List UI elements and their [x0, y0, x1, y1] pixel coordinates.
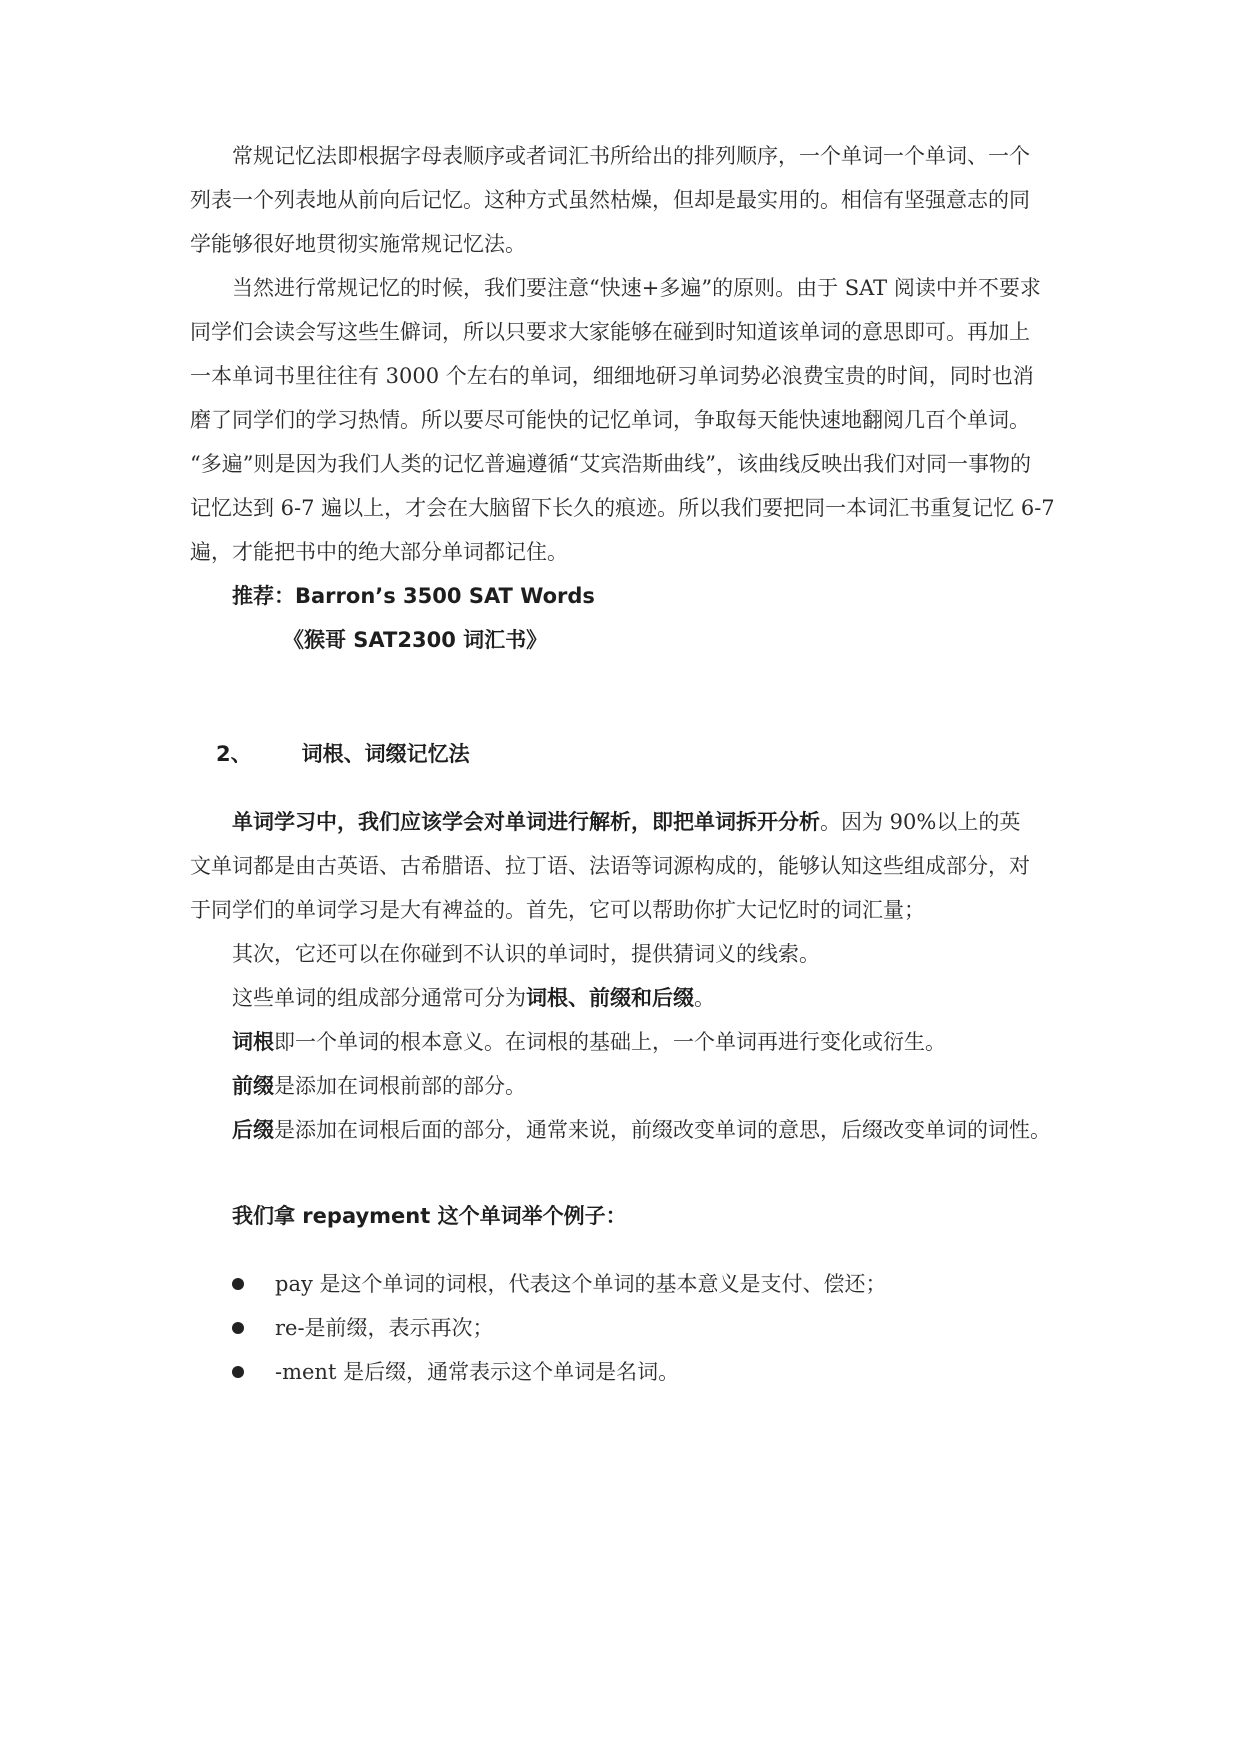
recommend-label: 推荐： [232, 584, 295, 608]
paragraph-line: 常规记忆法即根据字母表顺序或者词汇书所给出的排列顺序，一个单词一个单词、一个 [232, 144, 1030, 168]
list-item: pay 是这个单词的词根，代表这个单词的基本意义是支付、偿还； [275, 1272, 887, 1296]
parts-suffix: 。 [694, 986, 715, 1010]
list-item: -ment 是后缀，通常表示这个单词是名词。 [275, 1360, 680, 1384]
term-suffix: 后缀 [232, 1118, 274, 1142]
paragraph-line: 磨了同学们的学习热情。所以要尽可能快的记忆单词，争取每天能快速地翻阅几百个单词。 [190, 408, 1030, 432]
recommendation-line [232, 582, 595, 610]
paragraph-line [232, 808, 1020, 836]
paragraph-line: 学能够很好地贯彻实施常规记忆法。 [190, 232, 526, 256]
section-number: 2、 [216, 742, 252, 766]
paragraph-line: 遍，才能把书中的绝大部分单词都记住。 [190, 540, 568, 564]
prefix-definition: 是添加在词根前部的部分。 [274, 1074, 526, 1098]
definition-root [232, 1028, 946, 1056]
root-definition: 即一个单词的根本意义。在词根的基础上，一个单词再进行变化或衍生。 [274, 1030, 946, 1054]
parts-prefix: 这些单词的组成部分通常可分为 [232, 986, 526, 1010]
bold-intro: 单词学习中，我们应该学会对单词进行解析，即把单词拆开分析 [232, 810, 820, 834]
section-title: 词根、词缀记忆法 [301, 742, 470, 766]
list-item: re-是前缀，表示再次； [275, 1316, 494, 1340]
term-prefix: 前缀 [232, 1074, 274, 1098]
definition-prefix [232, 1072, 526, 1100]
bullet-dot-icon [232, 1322, 244, 1334]
paragraph-line: 当然进行常规记忆的时候，我们要注意“快速+多遍”的原则。由于 SAT 阅读中并不要求 [232, 276, 1041, 300]
recommended-book: Barron’s 3500 SAT Words [295, 584, 595, 608]
paragraph-line: “多遍”则是因为我们人类的记忆普遍遵循“艾宾浩斯曲线”，该曲线反映出我们对同一事物的 [190, 452, 1031, 476]
example-intro: 我们拿 repayment 这个单词举个例子： [232, 1204, 627, 1228]
parts-bold: 词根、前缀和后缀 [526, 986, 694, 1010]
term-root: 词根 [232, 1030, 274, 1054]
paragraph-line: 于同学们的单词学习是大有裨益的。首先，它可以帮助你扩大记忆时的词汇量； [190, 898, 925, 922]
section-heading [216, 740, 470, 768]
paragraph-line: 一本单词书里往往有 3000 个左右的单词，细细地研习单词势必浪费宝贵的时间，同时也消 [190, 364, 1034, 388]
paragraph-line: 同学们会读会写这些生僻词，所以只要求大家能够在碰到时知道该单词的意思即可。再加上 [190, 320, 1030, 344]
definition-suffix [232, 1116, 1051, 1144]
intro-rest: 。因为 90%以上的英 [820, 810, 1021, 834]
paragraph-line [232, 984, 715, 1012]
bullet-dot-icon [232, 1278, 244, 1290]
recommended-book: 《猴哥 SAT2300 词汇书》 [283, 628, 548, 652]
paragraph-line: 列表一个列表地从前向后记忆。这种方式虽然枯燥，但却是最实用的。相信有坚强意志的同 [190, 188, 1030, 212]
suffix-definition: 是添加在词根后面的部分，通常来说，前缀改变单词的意思，后缀改变单词的词性。 [274, 1118, 1051, 1142]
paragraph-line: 文单词都是由古英语、古希腊语、拉丁语、法语等词源构成的，能够认知这些组成部分，对 [190, 854, 1030, 878]
bullet-dot-icon [232, 1366, 244, 1378]
paragraph-line: 记忆达到 6-7 遍以上，才会在大脑留下长久的痕迹。所以我们要把同一本词汇书重复记忆 6-7 [190, 496, 1055, 520]
paragraph-line: 其次，它还可以在你碰到不认识的单词时，提供猜词义的线索。 [232, 942, 820, 966]
